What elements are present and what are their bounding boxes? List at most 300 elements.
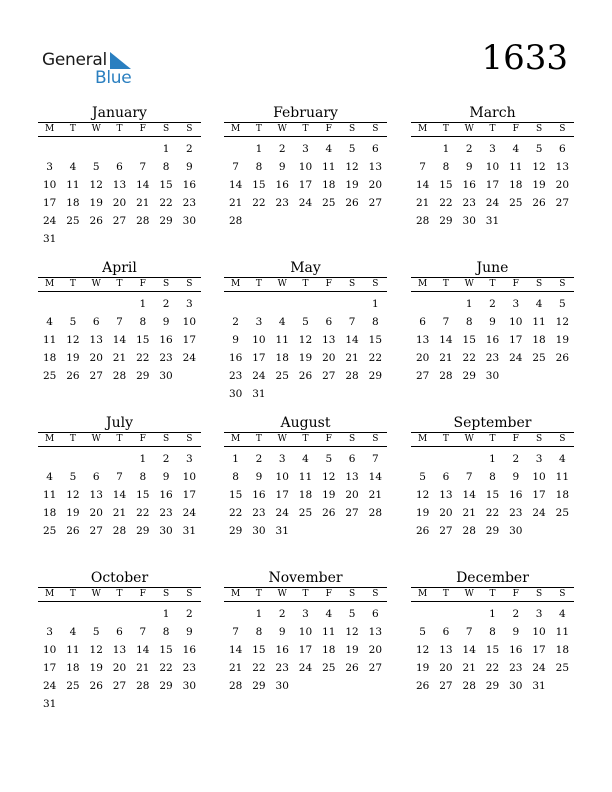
- day-cell: 4: [302, 453, 309, 465]
- weekday-label: F: [512, 279, 519, 289]
- weekday-label: W: [277, 124, 287, 134]
- empty-day-cell: [38, 450, 61, 468]
- empty-day-cell: [434, 295, 457, 313]
- day-cell: 9: [232, 334, 239, 346]
- day-cell: 14: [136, 179, 150, 191]
- day-cell: 24: [42, 215, 57, 227]
- weekday-label: M: [45, 279, 55, 289]
- day-cell: 3: [255, 316, 263, 328]
- day-cell: 11: [555, 626, 570, 638]
- day-cell: 23: [462, 197, 476, 209]
- day-cell: 16: [159, 489, 173, 501]
- day-cell: 22: [159, 662, 173, 674]
- weekday-label: M: [45, 434, 55, 444]
- day-cell: 22: [485, 662, 500, 674]
- day-cell: 20: [112, 662, 127, 674]
- day-cell: 14: [228, 644, 243, 656]
- day-cell: 26: [66, 370, 80, 382]
- day-cell: 19: [89, 662, 103, 674]
- day-cell: 16: [275, 179, 289, 191]
- day-cell: 14: [112, 489, 127, 501]
- day-cell: 5: [69, 471, 77, 483]
- day-grid: [411, 140, 574, 230]
- day-cell: 24: [298, 197, 313, 209]
- weekday-label: T: [302, 124, 309, 134]
- day-cell: 18: [555, 644, 570, 656]
- day-cell: 21: [228, 662, 243, 674]
- day-cell: 10: [42, 644, 57, 656]
- day-cell: 20: [345, 489, 359, 501]
- day-cell: 10: [42, 179, 57, 191]
- day-cell: 10: [252, 334, 266, 346]
- day-cell: 10: [275, 471, 289, 483]
- day-cell: 11: [42, 334, 57, 346]
- weekday-label: F: [325, 589, 332, 599]
- day-cell: 1: [232, 453, 239, 465]
- empty-day-cell: [224, 295, 247, 313]
- day-cell: 16: [509, 489, 523, 501]
- day-cell: 29: [252, 680, 266, 692]
- weekday-label: S: [348, 279, 356, 289]
- day-cell: 8: [139, 471, 147, 483]
- day-cell: 26: [532, 197, 546, 209]
- day-cell: 7: [139, 161, 147, 173]
- day-grid: [38, 295, 201, 385]
- day-cell: 8: [442, 161, 450, 173]
- day-cell: 20: [89, 352, 103, 364]
- month-july: [38, 415, 201, 540]
- month-title: October: [90, 570, 149, 586]
- day-cell: 21: [345, 352, 359, 364]
- weekday-label: M: [418, 124, 428, 134]
- month-june: [411, 260, 574, 385]
- weekday-label: M: [231, 124, 241, 134]
- day-cell: 14: [415, 179, 430, 191]
- day-cell: 31: [252, 388, 266, 400]
- day-cell: 25: [298, 507, 313, 519]
- day-cell: 26: [89, 680, 103, 692]
- weekday-label: S: [162, 279, 170, 289]
- day-cell: 22: [159, 197, 173, 209]
- day-cell: 10: [532, 626, 546, 638]
- weekday-header-row: [411, 122, 574, 137]
- day-cell: 29: [462, 370, 476, 382]
- day-cell: 23: [275, 662, 289, 674]
- day-cell: 17: [298, 179, 313, 191]
- day-cell: 23: [182, 197, 197, 209]
- day-cell: 5: [559, 298, 566, 310]
- day-cell: 16: [252, 489, 266, 501]
- day-cell: 13: [345, 471, 359, 483]
- weekday-label: S: [559, 589, 566, 599]
- day-cell: 8: [232, 471, 239, 483]
- day-cell: 22: [252, 197, 266, 209]
- day-cell: 23: [159, 352, 173, 364]
- month-title: December: [456, 570, 529, 586]
- day-cell: 12: [66, 489, 80, 501]
- day-cell: 17: [275, 489, 289, 501]
- weekday-label: S: [559, 279, 566, 289]
- empty-day-cell: [85, 450, 108, 468]
- weekday-label: S: [559, 434, 566, 444]
- day-cell: 6: [372, 143, 379, 155]
- weekday-label: W: [91, 124, 101, 134]
- weekday-label: W: [277, 589, 287, 599]
- empty-day-cell: [434, 605, 457, 623]
- day-cell: 6: [419, 316, 426, 328]
- day-cell: 28: [415, 215, 430, 227]
- day-cell: 23: [182, 662, 197, 674]
- empty-day-cell: [108, 450, 131, 468]
- month-november: [224, 570, 387, 695]
- weekday-label: T: [442, 279, 449, 289]
- empty-day-cell: [38, 295, 61, 313]
- day-cell: 17: [485, 179, 500, 191]
- day-cell: 18: [275, 352, 289, 364]
- day-cell: 28: [228, 215, 243, 227]
- day-cell: 15: [252, 179, 266, 191]
- weekday-header-row: [38, 277, 201, 292]
- weekday-label: T: [442, 434, 449, 444]
- day-cell: 24: [252, 370, 266, 382]
- day-cell: 30: [485, 370, 500, 382]
- day-cell: 25: [509, 197, 523, 209]
- day-cell: 11: [509, 161, 523, 173]
- weekday-header-row: [411, 587, 574, 602]
- month-december: [411, 570, 574, 695]
- day-cell: 25: [42, 370, 57, 382]
- day-cell: 2: [512, 453, 520, 465]
- empty-day-cell: [131, 605, 154, 623]
- weekday-header-row: [224, 587, 387, 602]
- day-cell: 29: [485, 525, 500, 537]
- day-cell: 15: [228, 489, 243, 501]
- day-cell: 4: [325, 143, 333, 155]
- day-cell: 4: [69, 161, 77, 173]
- day-cell: 9: [512, 626, 520, 638]
- day-cell: 10: [509, 316, 523, 328]
- weekday-label: S: [372, 279, 379, 289]
- month-title: September: [453, 415, 532, 431]
- day-cell: 24: [509, 352, 523, 364]
- weekday-label: T: [116, 124, 123, 134]
- day-cell: 2: [162, 298, 170, 310]
- day-cell: 6: [116, 626, 123, 638]
- empty-day-cell: [85, 295, 108, 313]
- day-cell: 7: [465, 471, 473, 483]
- day-cell: 17: [182, 489, 197, 501]
- weekday-label: S: [535, 589, 543, 599]
- weekday-label: T: [69, 279, 76, 289]
- day-cell: 19: [89, 197, 103, 209]
- weekday-header-row: [411, 277, 574, 292]
- weekday-label: S: [372, 589, 379, 599]
- day-cell: 2: [512, 608, 520, 620]
- day-cell: 20: [555, 179, 570, 191]
- day-cell: 1: [489, 453, 496, 465]
- day-cell: 18: [298, 489, 313, 501]
- day-cell: 25: [66, 680, 80, 692]
- day-cell: 29: [159, 215, 173, 227]
- day-cell: 6: [92, 316, 100, 328]
- day-cell: 17: [298, 644, 313, 656]
- day-cell: 15: [485, 489, 500, 501]
- empty-day-cell: [61, 450, 84, 468]
- empty-day-cell: [458, 605, 481, 623]
- day-cell: 6: [325, 316, 333, 328]
- day-cell: 16: [509, 644, 523, 656]
- weekday-label: T: [116, 434, 123, 444]
- day-cell: 4: [559, 608, 566, 620]
- month-title: May: [290, 260, 321, 276]
- day-cell: 31: [42, 233, 57, 245]
- day-cell: 3: [535, 608, 543, 620]
- day-cell: 20: [112, 197, 127, 209]
- day-cell: 22: [228, 507, 243, 519]
- day-cell: 13: [112, 179, 127, 191]
- day-cell: 28: [112, 370, 127, 382]
- day-cell: 17: [42, 662, 57, 674]
- day-cell: 11: [298, 471, 313, 483]
- day-cell: 5: [348, 608, 356, 620]
- day-cell: 6: [442, 626, 450, 638]
- day-cell: 17: [182, 334, 197, 346]
- day-cell: 1: [465, 298, 473, 310]
- day-cell: 18: [66, 662, 80, 674]
- weekday-label: W: [464, 589, 474, 599]
- day-cell: 25: [275, 370, 289, 382]
- logo-text-general: General: [42, 50, 107, 70]
- day-cell: 2: [162, 453, 170, 465]
- empty-day-cell: [458, 450, 481, 468]
- weekday-label: W: [91, 589, 101, 599]
- day-cell: 24: [532, 662, 546, 674]
- weekday-label: F: [512, 589, 519, 599]
- empty-day-cell: [271, 295, 294, 313]
- day-cell: 30: [252, 525, 266, 537]
- day-cell: 3: [535, 453, 543, 465]
- month-september: [411, 415, 574, 540]
- day-cell: 8: [255, 626, 263, 638]
- weekday-label: M: [45, 589, 55, 599]
- day-cell: 20: [89, 507, 103, 519]
- day-cell: 27: [89, 525, 103, 537]
- day-cell: 26: [322, 507, 336, 519]
- day-cell: 3: [302, 608, 309, 620]
- day-grid: [38, 450, 201, 540]
- weekday-label: S: [372, 434, 379, 444]
- day-cell: 27: [322, 370, 336, 382]
- day-cell: 21: [228, 197, 243, 209]
- day-cell: 4: [535, 298, 543, 310]
- weekday-label: T: [255, 589, 262, 599]
- day-cell: 21: [462, 507, 476, 519]
- empty-day-cell: [411, 450, 434, 468]
- day-cell: 29: [228, 525, 243, 537]
- day-cell: 23: [228, 370, 243, 382]
- weekday-label: M: [231, 434, 241, 444]
- day-cell: 1: [372, 298, 379, 310]
- day-cell: 26: [415, 525, 430, 537]
- day-cell: 9: [278, 161, 286, 173]
- day-cell: 24: [532, 507, 546, 519]
- day-cell: 18: [532, 334, 546, 346]
- day-cell: 9: [465, 161, 473, 173]
- day-cell: 24: [182, 507, 197, 519]
- day-cell: 13: [368, 161, 383, 173]
- day-cell: 9: [186, 161, 193, 173]
- day-cell: 6: [116, 161, 123, 173]
- day-cell: 17: [252, 352, 266, 364]
- day-cell: 4: [278, 316, 286, 328]
- day-cell: 7: [116, 471, 123, 483]
- day-cell: 1: [162, 143, 170, 155]
- day-cell: 5: [348, 143, 356, 155]
- year-title: 1633: [481, 38, 568, 78]
- day-cell: 28: [368, 507, 383, 519]
- day-cell: 21: [136, 662, 150, 674]
- weekday-label: S: [535, 434, 543, 444]
- day-cell: 14: [462, 644, 476, 656]
- day-cell: 18: [322, 179, 336, 191]
- day-cell: 19: [66, 507, 80, 519]
- day-cell: 15: [159, 179, 173, 191]
- empty-day-cell: [224, 605, 247, 623]
- month-may: [224, 260, 387, 403]
- weekday-label: S: [348, 589, 356, 599]
- day-cell: 18: [555, 489, 570, 501]
- day-grid: [224, 295, 387, 403]
- day-cell: 25: [532, 352, 546, 364]
- day-cell: 31: [42, 698, 57, 710]
- empty-day-cell: [294, 295, 317, 313]
- day-cell: 2: [232, 316, 239, 328]
- weekday-label: F: [325, 124, 332, 134]
- empty-day-cell: [85, 605, 108, 623]
- day-cell: 21: [136, 197, 150, 209]
- weekday-label: M: [45, 124, 55, 134]
- day-cell: 13: [415, 334, 430, 346]
- day-cell: 24: [182, 352, 197, 364]
- day-cell: 17: [509, 334, 523, 346]
- day-cell: 19: [322, 489, 336, 501]
- day-cell: 3: [186, 298, 193, 310]
- day-cell: 8: [489, 626, 496, 638]
- day-cell: 15: [136, 489, 150, 501]
- day-cell: 18: [66, 197, 80, 209]
- day-cell: 28: [462, 525, 476, 537]
- day-cell: 21: [439, 352, 453, 364]
- day-cell: 3: [512, 298, 520, 310]
- weekday-label: T: [489, 434, 496, 444]
- day-grid: [224, 450, 387, 540]
- day-cell: 30: [159, 370, 173, 382]
- day-cell: 14: [439, 334, 453, 346]
- weekday-label: M: [231, 589, 241, 599]
- day-cell: 22: [136, 352, 150, 364]
- day-cell: 9: [162, 316, 170, 328]
- day-cell: 13: [89, 489, 103, 501]
- month-title: July: [105, 415, 133, 431]
- day-cell: 26: [298, 370, 313, 382]
- day-cell: 12: [532, 161, 546, 173]
- day-grid: [411, 605, 574, 695]
- day-cell: 9: [512, 471, 520, 483]
- day-cell: 8: [372, 316, 379, 328]
- empty-day-cell: [108, 605, 131, 623]
- weekday-label: T: [116, 279, 123, 289]
- day-cell: 25: [42, 525, 57, 537]
- day-cell: 19: [345, 179, 359, 191]
- day-cell: 8: [255, 161, 263, 173]
- day-cell: 26: [345, 197, 359, 209]
- weekday-label: S: [162, 124, 170, 134]
- day-cell: 9: [186, 626, 193, 638]
- day-cell: 9: [162, 471, 170, 483]
- day-cell: 10: [182, 316, 197, 328]
- day-grid: [224, 140, 387, 230]
- day-cell: 23: [509, 507, 523, 519]
- weekday-label: W: [464, 279, 474, 289]
- weekday-label: F: [139, 589, 146, 599]
- weekday-header-row: [224, 277, 387, 292]
- month-february: [224, 105, 387, 230]
- day-cell: 7: [348, 316, 356, 328]
- day-cell: 25: [555, 507, 570, 519]
- day-cell: 17: [532, 489, 546, 501]
- month-august: [224, 415, 387, 540]
- day-cell: 27: [112, 680, 127, 692]
- day-cell: 6: [92, 471, 100, 483]
- day-cell: 13: [555, 161, 570, 173]
- weekday-label: F: [139, 124, 146, 134]
- weekday-label: F: [512, 124, 519, 134]
- weekday-label: F: [512, 434, 519, 444]
- day-cell: 5: [535, 143, 543, 155]
- day-cell: 3: [46, 161, 53, 173]
- day-cell: 11: [42, 489, 57, 501]
- weekday-header-row: [38, 587, 201, 602]
- empty-day-cell: [108, 140, 131, 158]
- day-cell: 11: [275, 334, 289, 346]
- day-grid: [224, 605, 387, 695]
- weekday-label: W: [91, 279, 101, 289]
- weekday-label: T: [442, 124, 449, 134]
- day-cell: 12: [345, 161, 359, 173]
- weekday-label: S: [535, 124, 543, 134]
- day-cell: 9: [278, 626, 286, 638]
- empty-day-cell: [434, 450, 457, 468]
- day-cell: 7: [232, 161, 239, 173]
- day-cell: 1: [139, 298, 147, 310]
- empty-day-cell: [61, 295, 84, 313]
- weekday-label: T: [255, 434, 262, 444]
- month-title: January: [92, 105, 147, 121]
- day-cell: 22: [252, 662, 266, 674]
- weekday-label: M: [418, 279, 428, 289]
- day-cell: 13: [368, 626, 383, 638]
- day-cell: 2: [489, 298, 496, 310]
- day-cell: 5: [302, 316, 309, 328]
- day-cell: 22: [368, 352, 383, 364]
- weekday-label: T: [302, 279, 309, 289]
- day-cell: 9: [489, 316, 496, 328]
- day-cell: 15: [368, 334, 383, 346]
- day-cell: 30: [159, 525, 173, 537]
- day-cell: 19: [66, 352, 80, 364]
- day-grid: [38, 140, 201, 248]
- weekday-label: T: [302, 589, 309, 599]
